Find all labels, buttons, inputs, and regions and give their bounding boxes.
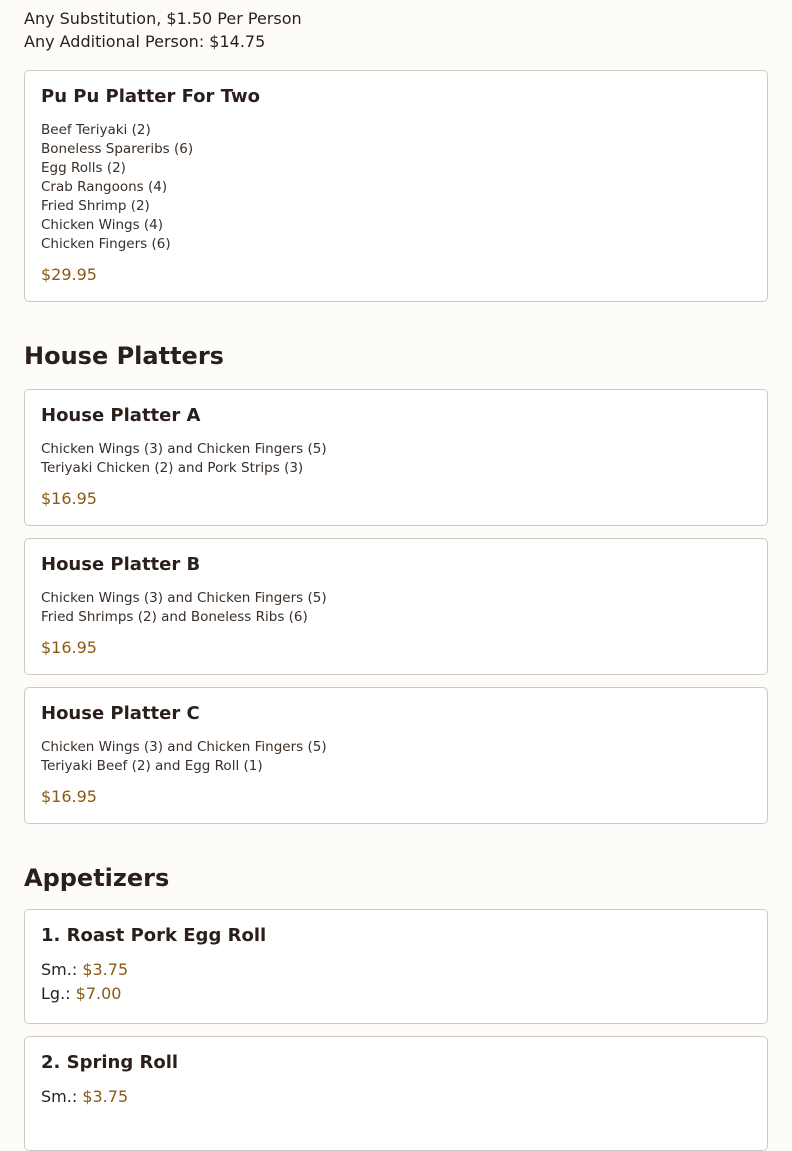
menu-item-component: Egg Rolls (2): [41, 160, 126, 176]
menu-item-component: Boneless Spareribs (6): [41, 141, 194, 157]
size-label: Sm.:: [41, 1087, 78, 1106]
menu-item-title: Pu Pu Platter For Two: [41, 86, 260, 107]
menu-item-component: Fried Shrimp (2): [41, 198, 150, 214]
menu-item-component: Chicken Wings (3) and Chicken Fingers (5): [41, 590, 327, 606]
substitution-note: Any Substitution, $1.50 Per Person: [24, 9, 302, 28]
section-title-appetizers: Appetizers: [24, 864, 170, 892]
menu-item-component: Chicken Wings (3) and Chicken Fingers (5): [41, 739, 327, 755]
menu-item-card-house-platter-c[interactable]: [24, 687, 768, 824]
size-option-small: [41, 958, 751, 982]
menu-item-title: House Platter A: [41, 405, 201, 426]
size-label: Sm.:: [41, 960, 78, 979]
section-title-house-platters: House Platters: [24, 342, 224, 370]
size-option-small: [41, 1085, 751, 1109]
menu-item-component: Chicken Wings (3) and Chicken Fingers (5): [41, 441, 327, 457]
menu-item-card-spring-roll[interactable]: [24, 1036, 768, 1151]
size-price: $7.00: [75, 984, 122, 1003]
menu-item-price: $16.95: [41, 489, 97, 508]
menu-item-card-house-platter-a[interactable]: [24, 389, 768, 526]
menu-item-card-house-platter-b[interactable]: [24, 538, 768, 675]
menu-item-price: $16.95: [41, 638, 97, 657]
menu-item-component: Beef Teriyaki (2): [41, 122, 151, 138]
size-price: $3.75: [82, 1087, 129, 1106]
menu-item-title: House Platter B: [41, 554, 201, 575]
menu-item-title: 2. Spring Roll: [41, 1052, 179, 1073]
menu-item-title: 1. Roast Pork Egg Roll: [41, 925, 267, 946]
menu-item-card-roast-pork-egg-roll[interactable]: [24, 909, 768, 1024]
menu-item-price: $16.95: [41, 787, 97, 806]
additional-person-note: Any Additional Person: $14.75: [24, 32, 266, 51]
menu-item-component: Crab Rangoons (4): [41, 179, 168, 195]
size-label: Lg.:: [41, 984, 71, 1003]
menu-item-component: Chicken Wings (4): [41, 217, 164, 233]
menu-item-component: Teriyaki Beef (2) and Egg Roll (1): [41, 758, 263, 774]
menu-item-card-pupu-platter[interactable]: [24, 70, 768, 302]
substitution-notes: [24, 0, 768, 53]
menu-item-price: $29.95: [41, 265, 97, 284]
menu-item-component: Chicken Fingers (6): [41, 236, 171, 252]
menu-item-title: House Platter C: [41, 703, 200, 724]
size-option-large: [41, 982, 751, 1006]
menu-item-component: Fried Shrimps (2) and Boneless Ribs (6): [41, 609, 308, 625]
menu-item-component: Teriyaki Chicken (2) and Pork Strips (3): [41, 460, 304, 476]
size-price: $3.75: [82, 960, 129, 979]
